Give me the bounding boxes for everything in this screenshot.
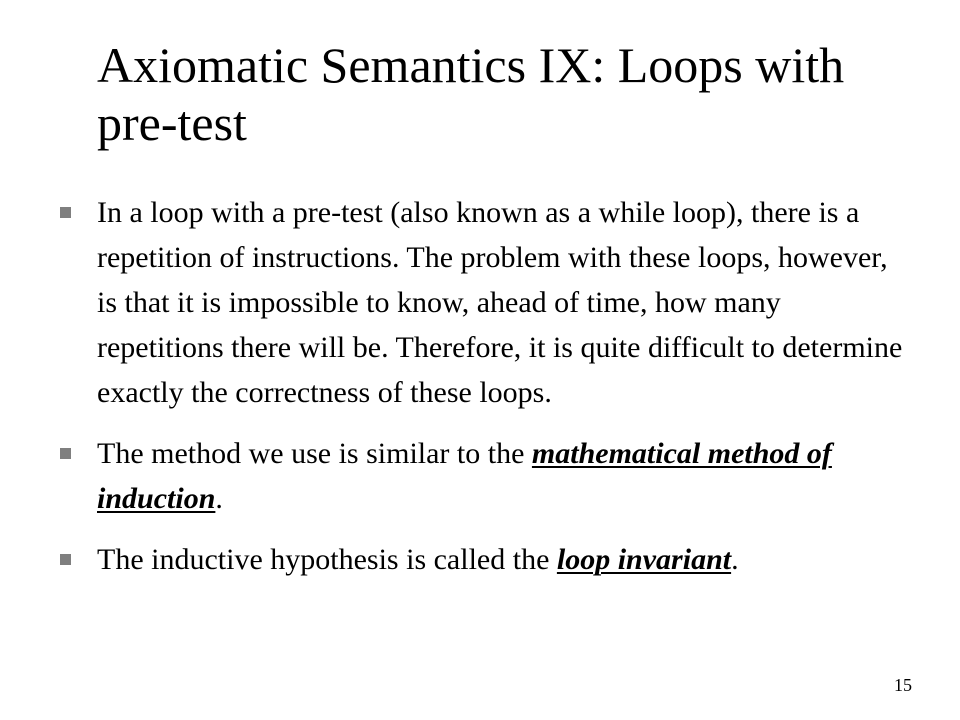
bullet-item [60, 537, 910, 582]
square-bullet-icon [60, 448, 71, 459]
bullet-item [60, 431, 910, 521]
bullet-item [60, 190, 910, 415]
bullet-text: In a loop with a pre-test (also known as a while loop), there is a repetition of instructions. The problem with these loops, however, is that it is impossible to know, ahead of time, how many repetitions there will be. Therefore, it is quite difficult to determine exactly the correctness of these loops. [97, 196, 903, 409]
slide-title: Axiomatic Semantics IX: Loops with pre-test [97, 37, 845, 151]
bullet-text: The method we use is similar to the [97, 437, 532, 470]
bullet-text-end: . [731, 543, 739, 576]
square-bullet-icon [60, 554, 71, 565]
emphasized-term: mathematical method of induction [97, 437, 832, 515]
bullet-text-end: . [215, 482, 223, 515]
square-bullet-icon [60, 207, 71, 218]
bullet-text: The inductive hypothesis is called the [97, 543, 557, 576]
emphasized-term: loop invariant [556, 543, 732, 576]
page-number: 15 [894, 675, 912, 695]
bullet-list [60, 190, 910, 582]
